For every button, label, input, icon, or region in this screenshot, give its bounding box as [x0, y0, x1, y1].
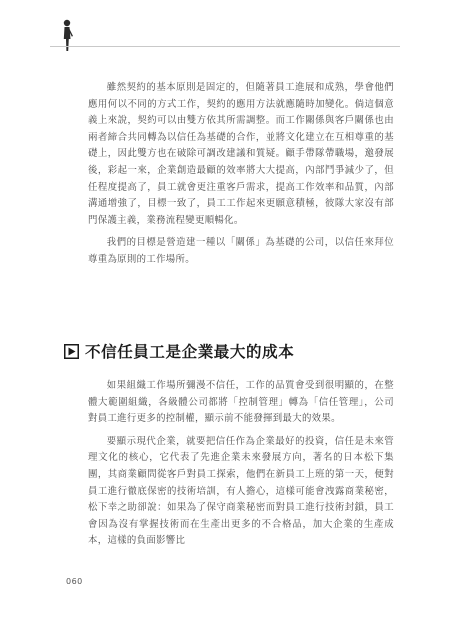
- body-text-bottom: [88, 378, 394, 556]
- paragraph: 如果組織工作場所彌漫不信任，工作的品質會受到很明顯的，在整體大範圍組織，各級體公司都將「控制管理」轉為「信任管理」，公司對員工進行更多的控制權，顯示前不能發揮到最大的效果。: [88, 380, 394, 425]
- header-rule: [50, 46, 400, 47]
- paragraph: 雖然契約的基本原則是固定的，但隨著員工進展和成熟，學會他們應用何以不同的方式工作，契約的應用方法就應隨時加變化。倘這個意義上來說，契約可以由雙方依其所需調整。而工作關係與客戶關係也由兩者締合共同轉為以信任為基礎的合作，並將文化建立在互相尊重的基礎上，因此雙方也在破除可調改建議和質疑。顧手帶隊帶職場，邀發展後，彩起一來，企業創造最顧的效率將大大提高，內部鬥爭減少了，但任程度提高了，員工就會更注重客戶需求，提高工作效率和品質，內部溝通增強了，目標一致了，員工工作起來更願意積極，彼隊大家沒有部門保護主義，業務流程變更順暢化。: [88, 82, 394, 226]
- page-number: 060: [66, 577, 83, 586]
- section-heading: [64, 340, 394, 362]
- body-text-top: [88, 80, 394, 275]
- paragraph: 我們的目標是營造建一種以「關係」為基礎的公司，以信任來拜位尊重為原則的工作場所。: [88, 237, 394, 265]
- walking-figure-icon: [58, 18, 76, 58]
- play-triangle-icon: [64, 344, 79, 359]
- paragraph: 要顯示現代企業，就要把信任作為企業最好的投資，信任是未來管理文化的核心，它代表了先進企業未來發展方向，著名的日本松下集團，其商業顧問從客戶對員工探索，他們在新員工上班的第一天，便對員工進行徹底保密的技術培訓，有人擔心，這樣可能會洩露商業秘密，松下幸之助卻說：如果為了保守商業秘密而對員工進行技術封鎖，員工會因為沒有掌握技術而在生產出更多的不合格品，加大企業的生產成本，這樣的負面影響比: [88, 435, 394, 547]
- section-heading-text: 不信任員工是企業最大的成本: [85, 343, 295, 361]
